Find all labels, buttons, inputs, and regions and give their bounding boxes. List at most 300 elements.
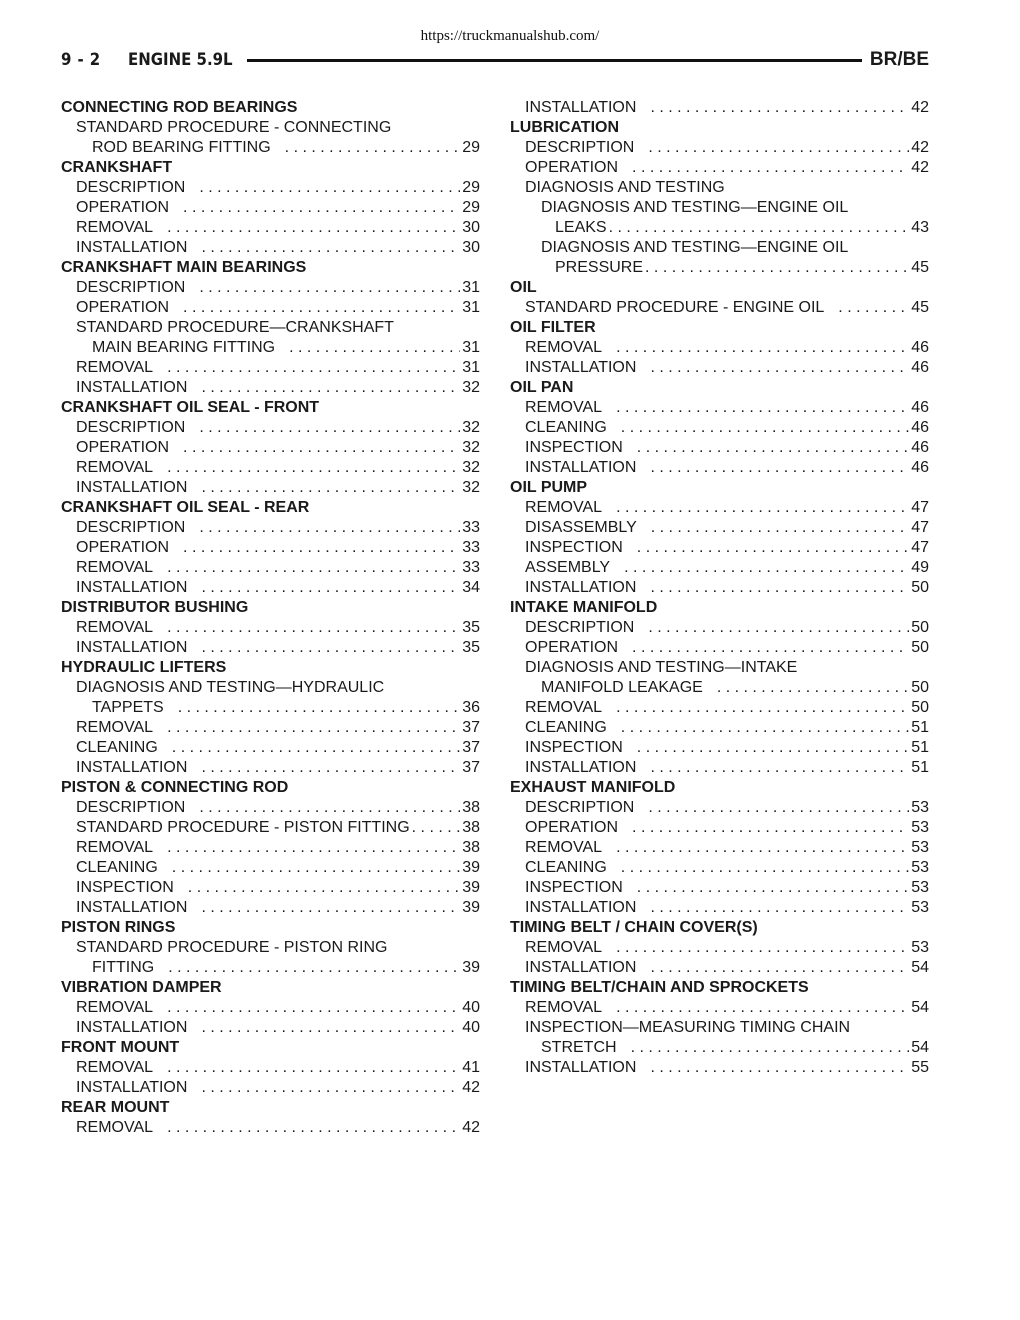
toc-page-number: 50 — [911, 619, 929, 636]
toc-entry[interactable] — [510, 358, 929, 378]
dot-leader — [201, 758, 460, 778]
toc-page-number: 54 — [911, 1039, 929, 1056]
toc-page-number: 32 — [462, 439, 480, 456]
dot-leader — [609, 218, 910, 238]
toc-page-number: 31 — [462, 299, 480, 316]
header-rule — [247, 59, 862, 62]
toc-page-number: 37 — [462, 759, 480, 776]
toc-page-number: 37 — [462, 719, 480, 736]
toc-heading — [510, 318, 929, 338]
toc-entry — [510, 198, 929, 218]
toc-entry[interactable] — [510, 758, 929, 778]
toc-entry-label: CLEANING — [525, 859, 607, 876]
toc-entry-label: CLEANING — [76, 859, 158, 876]
toc-page-number: 46 — [911, 399, 929, 416]
toc-entry[interactable] — [510, 938, 929, 958]
toc-heading-label: CRANKSHAFT OIL SEAL - FRONT — [61, 399, 320, 416]
toc-page-number: 40 — [462, 1019, 480, 1036]
toc-entry-label: REMOVAL — [525, 339, 603, 356]
toc-heading-label: FRONT MOUNT — [61, 1039, 180, 1056]
toc-page-number: 46 — [911, 439, 929, 456]
toc-entry-label: REMOVAL — [76, 219, 154, 236]
toc-entry[interactable] — [510, 858, 929, 878]
toc-entry[interactable] — [510, 738, 929, 758]
toc-page-number: 40 — [462, 999, 480, 1016]
toc-entry[interactable] — [61, 378, 480, 398]
toc-entry-label: INSTALLATION — [76, 759, 188, 776]
toc-heading-label: DISTRIBUTOR BUSHING — [61, 599, 249, 616]
dot-leader — [172, 858, 460, 878]
toc-entry-label: REMOVAL — [76, 839, 154, 856]
toc-heading — [510, 118, 929, 138]
toc-entry[interactable] — [61, 418, 480, 438]
toc-entry[interactable] — [510, 578, 929, 598]
toc-page-number: 53 — [911, 899, 929, 916]
toc-entry-label: INSTALLATION — [76, 239, 188, 256]
toc-entry-label: DIAGNOSIS AND TESTING—ENGINE OIL — [541, 199, 849, 216]
toc-entry[interactable] — [61, 558, 480, 578]
toc-entry[interactable] — [510, 698, 929, 718]
toc-page-number: 39 — [462, 879, 480, 896]
toc-entry[interactable] — [61, 438, 480, 458]
toc-entry[interactable] — [510, 958, 929, 978]
toc-entry[interactable] — [510, 138, 929, 158]
dot-leader — [201, 238, 460, 258]
toc-page-number: 49 — [911, 559, 929, 576]
toc-page-number: 31 — [462, 359, 480, 376]
dot-leader — [168, 958, 460, 978]
toc-page-number: 39 — [462, 899, 480, 916]
toc-entry[interactable] — [510, 838, 929, 858]
toc-page-number: 47 — [911, 519, 929, 536]
toc-entry-label: REMOVAL — [525, 999, 603, 1016]
toc-entry-label: STANDARD PROCEDURE—CRANKSHAFT — [76, 319, 394, 336]
toc-entry[interactable] — [61, 518, 480, 538]
page-header — [61, 48, 929, 72]
dot-leader — [201, 478, 460, 498]
dot-leader — [183, 198, 460, 218]
dot-leader — [199, 178, 460, 198]
toc-entry[interactable] — [61, 1058, 480, 1078]
toc-entry-label: MAIN BEARING FITTING — [92, 339, 276, 356]
toc-entry — [510, 1018, 929, 1038]
dot-leader — [717, 678, 909, 698]
toc-entry-label: OPERATION — [525, 159, 619, 176]
toc-entry-label: INSPECTION — [76, 879, 174, 896]
dot-leader — [183, 538, 460, 558]
dot-leader — [650, 898, 909, 918]
toc-entry-label: DIAGNOSIS AND TESTING—HYDRAULIC — [76, 679, 385, 696]
toc-entry[interactable] — [510, 518, 929, 538]
toc-entry-label: OPERATION — [76, 439, 170, 456]
page-number: 9 - 2 — [61, 50, 101, 70]
dot-leader — [285, 138, 461, 158]
toc-entry-label: DESCRIPTION — [76, 799, 186, 816]
toc-entry-label: DIAGNOSIS AND TESTING—ENGINE OIL — [541, 239, 849, 256]
dot-leader — [650, 758, 909, 778]
dot-leader — [199, 798, 460, 818]
dot-leader — [616, 998, 909, 1018]
toc-heading-label: HYDRAULIC LIFTERS — [61, 659, 227, 676]
toc-heading — [61, 98, 480, 118]
toc-entry-label: INSPECTION — [525, 739, 623, 756]
dot-leader — [621, 418, 909, 438]
toc-heading-label: CRANKSHAFT — [61, 159, 173, 176]
toc-page-number: 33 — [462, 539, 480, 556]
toc-entry[interactable] — [61, 1078, 480, 1098]
toc-page-number: 55 — [911, 1059, 929, 1076]
dot-leader — [650, 958, 909, 978]
dot-leader — [289, 338, 460, 358]
toc-entry[interactable] — [61, 278, 480, 298]
toc-entry[interactable] — [61, 298, 480, 318]
toc-heading-label: VIBRATION DAMPER — [61, 979, 222, 996]
toc-entry — [61, 678, 480, 698]
toc-heading-label: CRANKSHAFT MAIN BEARINGS — [61, 259, 307, 276]
toc-entry-label: DESCRIPTION — [76, 279, 186, 296]
toc-entry-label: STANDARD PROCEDURE - ENGINE OIL — [525, 299, 825, 316]
dot-leader — [201, 1018, 460, 1038]
dot-leader — [838, 298, 909, 318]
toc-heading — [61, 918, 480, 938]
toc-heading-label: TIMING BELT/CHAIN AND SPROCKETS — [510, 979, 809, 996]
toc-page-number: 54 — [911, 959, 929, 976]
toc-page-number: 46 — [911, 339, 929, 356]
toc-entry-label: STANDARD PROCEDURE - PISTON FITTING — [76, 819, 410, 836]
toc-entry[interactable] — [61, 178, 480, 198]
toc-entry[interactable] — [510, 458, 929, 478]
toc-page-number: 30 — [462, 219, 480, 236]
toc-entry-label: INSTALLATION — [76, 1019, 188, 1036]
toc-entry-label: STANDARD PROCEDURE - CONNECTING — [76, 119, 392, 136]
toc-entry[interactable] — [61, 218, 480, 238]
toc-heading-label: OIL PAN — [510, 379, 574, 396]
toc-entry-label: INSTALLATION — [76, 1079, 188, 1096]
dot-leader — [188, 878, 460, 898]
toc-entry[interactable] — [61, 138, 480, 158]
toc-entry[interactable] — [61, 238, 480, 258]
toc-page-number: 38 — [462, 839, 480, 856]
toc-entry-label: REMOVAL — [76, 1059, 154, 1076]
toc-entry-label: DESCRIPTION — [76, 519, 186, 536]
toc-entry-label: INSTALLATION — [525, 1059, 637, 1076]
toc-entry[interactable] — [61, 1118, 480, 1138]
dot-leader — [201, 578, 460, 598]
toc-entry-label: OPERATION — [525, 819, 619, 836]
toc-page-number: 35 — [462, 639, 480, 656]
toc-entry[interactable] — [61, 898, 480, 918]
toc-entry[interactable] — [61, 538, 480, 558]
toc-heading — [61, 658, 480, 678]
dot-leader — [167, 358, 460, 378]
toc-page-number: 32 — [462, 379, 480, 396]
toc-entry[interactable] — [61, 878, 480, 898]
toc-heading-label: PISTON & CONNECTING ROD — [61, 779, 289, 796]
toc-entry-label: OPERATION — [525, 639, 619, 656]
toc-heading-label: OIL PUMP — [510, 479, 588, 496]
toc-entry-label: DIAGNOSIS AND TESTING — [525, 179, 725, 196]
toc-entry-label: INSTALLATION — [525, 359, 637, 376]
toc-page-number: 33 — [462, 559, 480, 576]
toc-page-number: 38 — [462, 819, 480, 836]
toc-entry-label: INSPECTION — [525, 439, 623, 456]
toc-entry — [510, 178, 929, 198]
toc-entry[interactable] — [61, 578, 480, 598]
toc-entry[interactable] — [510, 158, 929, 178]
toc-page-number: 51 — [911, 719, 929, 736]
toc-heading — [61, 598, 480, 618]
toc-entry-label: INSTALLATION — [525, 899, 637, 916]
toc-entry-label: PRESSURE — [555, 259, 644, 276]
toc-page-number: 45 — [911, 299, 929, 316]
toc-page-number: 42 — [462, 1079, 480, 1096]
toc-heading-label: TIMING BELT / CHAIN COVER(S) — [510, 919, 758, 936]
toc-entry-label: REMOVAL — [525, 499, 603, 516]
toc-entry[interactable] — [510, 878, 929, 898]
toc-entry[interactable] — [61, 758, 480, 778]
toc-entry-label: ROD BEARING FITTING — [92, 139, 271, 156]
toc-page-number: 42 — [911, 139, 929, 156]
toc-entry — [510, 238, 929, 258]
toc-entry[interactable] — [510, 1058, 929, 1078]
dot-leader — [199, 278, 460, 298]
toc-entry[interactable] — [61, 1018, 480, 1038]
toc-entry-label: REMOVAL — [76, 719, 154, 736]
toc-entry[interactable] — [510, 638, 929, 658]
toc-entry[interactable] — [61, 858, 480, 878]
toc-entry-label: REMOVAL — [525, 939, 603, 956]
toc-entry[interactable] — [510, 818, 929, 838]
dot-leader — [632, 638, 909, 658]
dot-leader — [412, 818, 461, 838]
toc-entry-label: TAPPETS — [92, 699, 164, 716]
toc-entry[interactable] — [510, 998, 929, 1018]
toc-entry[interactable] — [510, 898, 929, 918]
toc-entry[interactable] — [510, 538, 929, 558]
toc-entry[interactable] — [61, 638, 480, 658]
dot-leader — [167, 618, 460, 638]
toc-page-number: 53 — [911, 819, 929, 836]
dot-leader — [167, 718, 460, 738]
toc-entry[interactable] — [510, 1038, 929, 1058]
toc-entry[interactable] — [61, 458, 480, 478]
toc-heading-label: EXHAUST MANIFOLD — [510, 779, 676, 796]
toc-heading — [510, 378, 929, 398]
toc-heading — [61, 158, 480, 178]
toc-entry[interactable] — [510, 298, 929, 318]
toc-page-number: 29 — [462, 199, 480, 216]
toc-entry[interactable] — [510, 798, 929, 818]
dot-leader — [616, 698, 909, 718]
toc-entry[interactable] — [510, 258, 929, 278]
toc-page-number: 39 — [462, 959, 480, 976]
dot-leader — [167, 1058, 460, 1078]
toc-entry-label: STANDARD PROCEDURE - PISTON RING — [76, 939, 388, 956]
toc-entry-label: REMOVAL — [76, 1119, 154, 1136]
toc-entry[interactable] — [61, 618, 480, 638]
toc-page-number: 41 — [462, 1059, 480, 1076]
dot-leader — [616, 338, 909, 358]
toc-page-number: 46 — [911, 419, 929, 436]
toc-entry-label: INSPECTION—MEASURING TIMING CHAIN — [525, 1019, 851, 1036]
dot-leader — [616, 838, 909, 858]
toc-page-number: 47 — [911, 539, 929, 556]
toc-entry-label: MANIFOLD LEAKAGE — [541, 679, 703, 696]
toc-entry[interactable] — [510, 558, 929, 578]
dot-leader — [632, 818, 909, 838]
toc-heading-label: PISTON RINGS — [61, 919, 176, 936]
toc-entry-label: INSTALLATION — [525, 759, 637, 776]
toc-entry-label: DESCRIPTION — [76, 419, 186, 436]
toc-heading — [61, 1038, 480, 1058]
dot-leader — [648, 138, 909, 158]
dot-leader — [650, 578, 909, 598]
toc-entry[interactable] — [61, 718, 480, 738]
toc-entry-label: DESCRIPTION — [525, 799, 635, 816]
dot-leader — [201, 378, 460, 398]
toc-entry[interactable] — [510, 718, 929, 738]
toc-page-number: 32 — [462, 459, 480, 476]
toc-entry-label: INSTALLATION — [525, 459, 637, 476]
dot-leader — [201, 638, 460, 658]
toc-entry-label: INSTALLATION — [525, 959, 637, 976]
toc-page-number: 31 — [462, 279, 480, 296]
toc-entry-label: REMOVAL — [76, 359, 154, 376]
dot-leader — [648, 798, 909, 818]
toc-entry-label: OPERATION — [76, 299, 170, 316]
dot-leader — [648, 618, 909, 638]
toc-page-number: 50 — [911, 639, 929, 656]
toc-entry-label: REMOVAL — [525, 839, 603, 856]
toc-entry[interactable] — [61, 198, 480, 218]
source-url[interactable]: https://truckmanualshub.com/ — [420, 28, 600, 44]
toc-heading — [61, 978, 480, 998]
toc-entry-label: DESCRIPTION — [525, 139, 635, 156]
toc-entry[interactable] — [510, 498, 929, 518]
toc-entry-label: REMOVAL — [525, 699, 603, 716]
toc-entry-label: INSTALLATION — [76, 639, 188, 656]
dot-leader — [645, 258, 909, 278]
toc-entry-label: INSPECTION — [525, 879, 623, 896]
dot-leader — [616, 938, 909, 958]
toc-entry[interactable] — [61, 338, 480, 358]
toc-entry[interactable] — [61, 698, 480, 718]
toc-page-number: 37 — [462, 739, 480, 756]
toc-entry — [61, 318, 480, 338]
dot-leader — [183, 438, 460, 458]
toc-entry[interactable] — [510, 398, 929, 418]
toc-heading — [510, 598, 929, 618]
toc-page-number: 51 — [911, 759, 929, 776]
toc-entry[interactable] — [510, 438, 929, 458]
toc-page-number: 53 — [911, 879, 929, 896]
toc-page-number: 31 — [462, 339, 480, 356]
toc-entry[interactable] — [61, 958, 480, 978]
dot-leader — [167, 558, 460, 578]
toc-entry[interactable] — [510, 98, 929, 118]
toc-heading-label: OIL FILTER — [510, 319, 596, 336]
toc-right-column — [510, 98, 929, 1078]
toc-entry-label: DESCRIPTION — [525, 619, 635, 636]
toc-entry[interactable] — [61, 738, 480, 758]
toc-page-number: 30 — [462, 239, 480, 256]
toc-entry-label: INSTALLATION — [76, 479, 188, 496]
toc-entry[interactable] — [61, 838, 480, 858]
dot-leader — [167, 1118, 460, 1138]
dot-leader — [621, 718, 909, 738]
toc-page-number: 53 — [911, 859, 929, 876]
toc-heading-label: INTAKE MANIFOLD — [510, 599, 658, 616]
dot-leader — [624, 558, 909, 578]
toc-entry[interactable] — [61, 478, 480, 498]
toc-page-number: 47 — [911, 499, 929, 516]
toc-entry-label: CLEANING — [525, 719, 607, 736]
toc-page-number: 32 — [462, 419, 480, 436]
toc-entry[interactable] — [61, 798, 480, 818]
toc-page-number: 42 — [462, 1119, 480, 1136]
toc-page-number: 51 — [911, 739, 929, 756]
toc-page-number: 36 — [462, 699, 480, 716]
toc-heading — [510, 478, 929, 498]
toc-entry[interactable] — [510, 618, 929, 638]
toc-entry-label: INSTALLATION — [76, 899, 188, 916]
toc-entry-label: STRETCH — [541, 1039, 617, 1056]
toc-heading — [510, 778, 929, 798]
toc-page-number: 46 — [911, 359, 929, 376]
toc-entry — [510, 658, 929, 678]
toc-heading-label: OIL — [510, 279, 537, 296]
toc-heading-label: CRANKSHAFT OIL SEAL - REAR — [61, 499, 310, 516]
toc-entry[interactable] — [510, 418, 929, 438]
toc-heading — [510, 278, 929, 298]
dot-leader — [167, 218, 460, 238]
toc-page-number: 45 — [911, 259, 929, 276]
toc-entry-label: REMOVAL — [76, 559, 154, 576]
toc-page-number: 29 — [462, 179, 480, 196]
toc-entry[interactable] — [510, 218, 929, 238]
toc-entry-label: DESCRIPTION — [76, 179, 186, 196]
toc-entry[interactable] — [510, 338, 929, 358]
toc-entry-label: OPERATION — [76, 199, 170, 216]
model-code: BR/BE — [869, 49, 929, 70]
dot-leader — [631, 1038, 910, 1058]
toc-entry[interactable] — [61, 818, 480, 838]
dot-leader — [178, 698, 460, 718]
toc-heading — [510, 978, 929, 998]
dot-leader — [650, 98, 909, 118]
toc-heading — [510, 918, 929, 938]
dot-leader — [616, 498, 909, 518]
dot-leader — [637, 878, 909, 898]
toc-heading — [61, 498, 480, 518]
dot-leader — [167, 838, 460, 858]
dot-leader — [650, 1058, 909, 1078]
toc-page-number: 46 — [911, 459, 929, 476]
toc-entry-label: INSTALLATION — [76, 379, 188, 396]
toc-entry-label: INSPECTION — [525, 539, 623, 556]
toc-entry-label: DIAGNOSIS AND TESTING—INTAKE — [525, 659, 798, 676]
dot-leader — [651, 518, 909, 538]
toc-entry[interactable] — [61, 998, 480, 1018]
toc-entry-label: INSTALLATION — [525, 99, 637, 116]
toc-entry[interactable] — [510, 678, 929, 698]
toc-entry-label: REMOVAL — [76, 619, 154, 636]
dot-leader — [621, 858, 909, 878]
toc-page-number: 53 — [911, 839, 929, 856]
toc-entry[interactable] — [61, 358, 480, 378]
toc-entry-label: REMOVAL — [76, 459, 154, 476]
toc-heading-label: REAR MOUNT — [61, 1099, 170, 1116]
